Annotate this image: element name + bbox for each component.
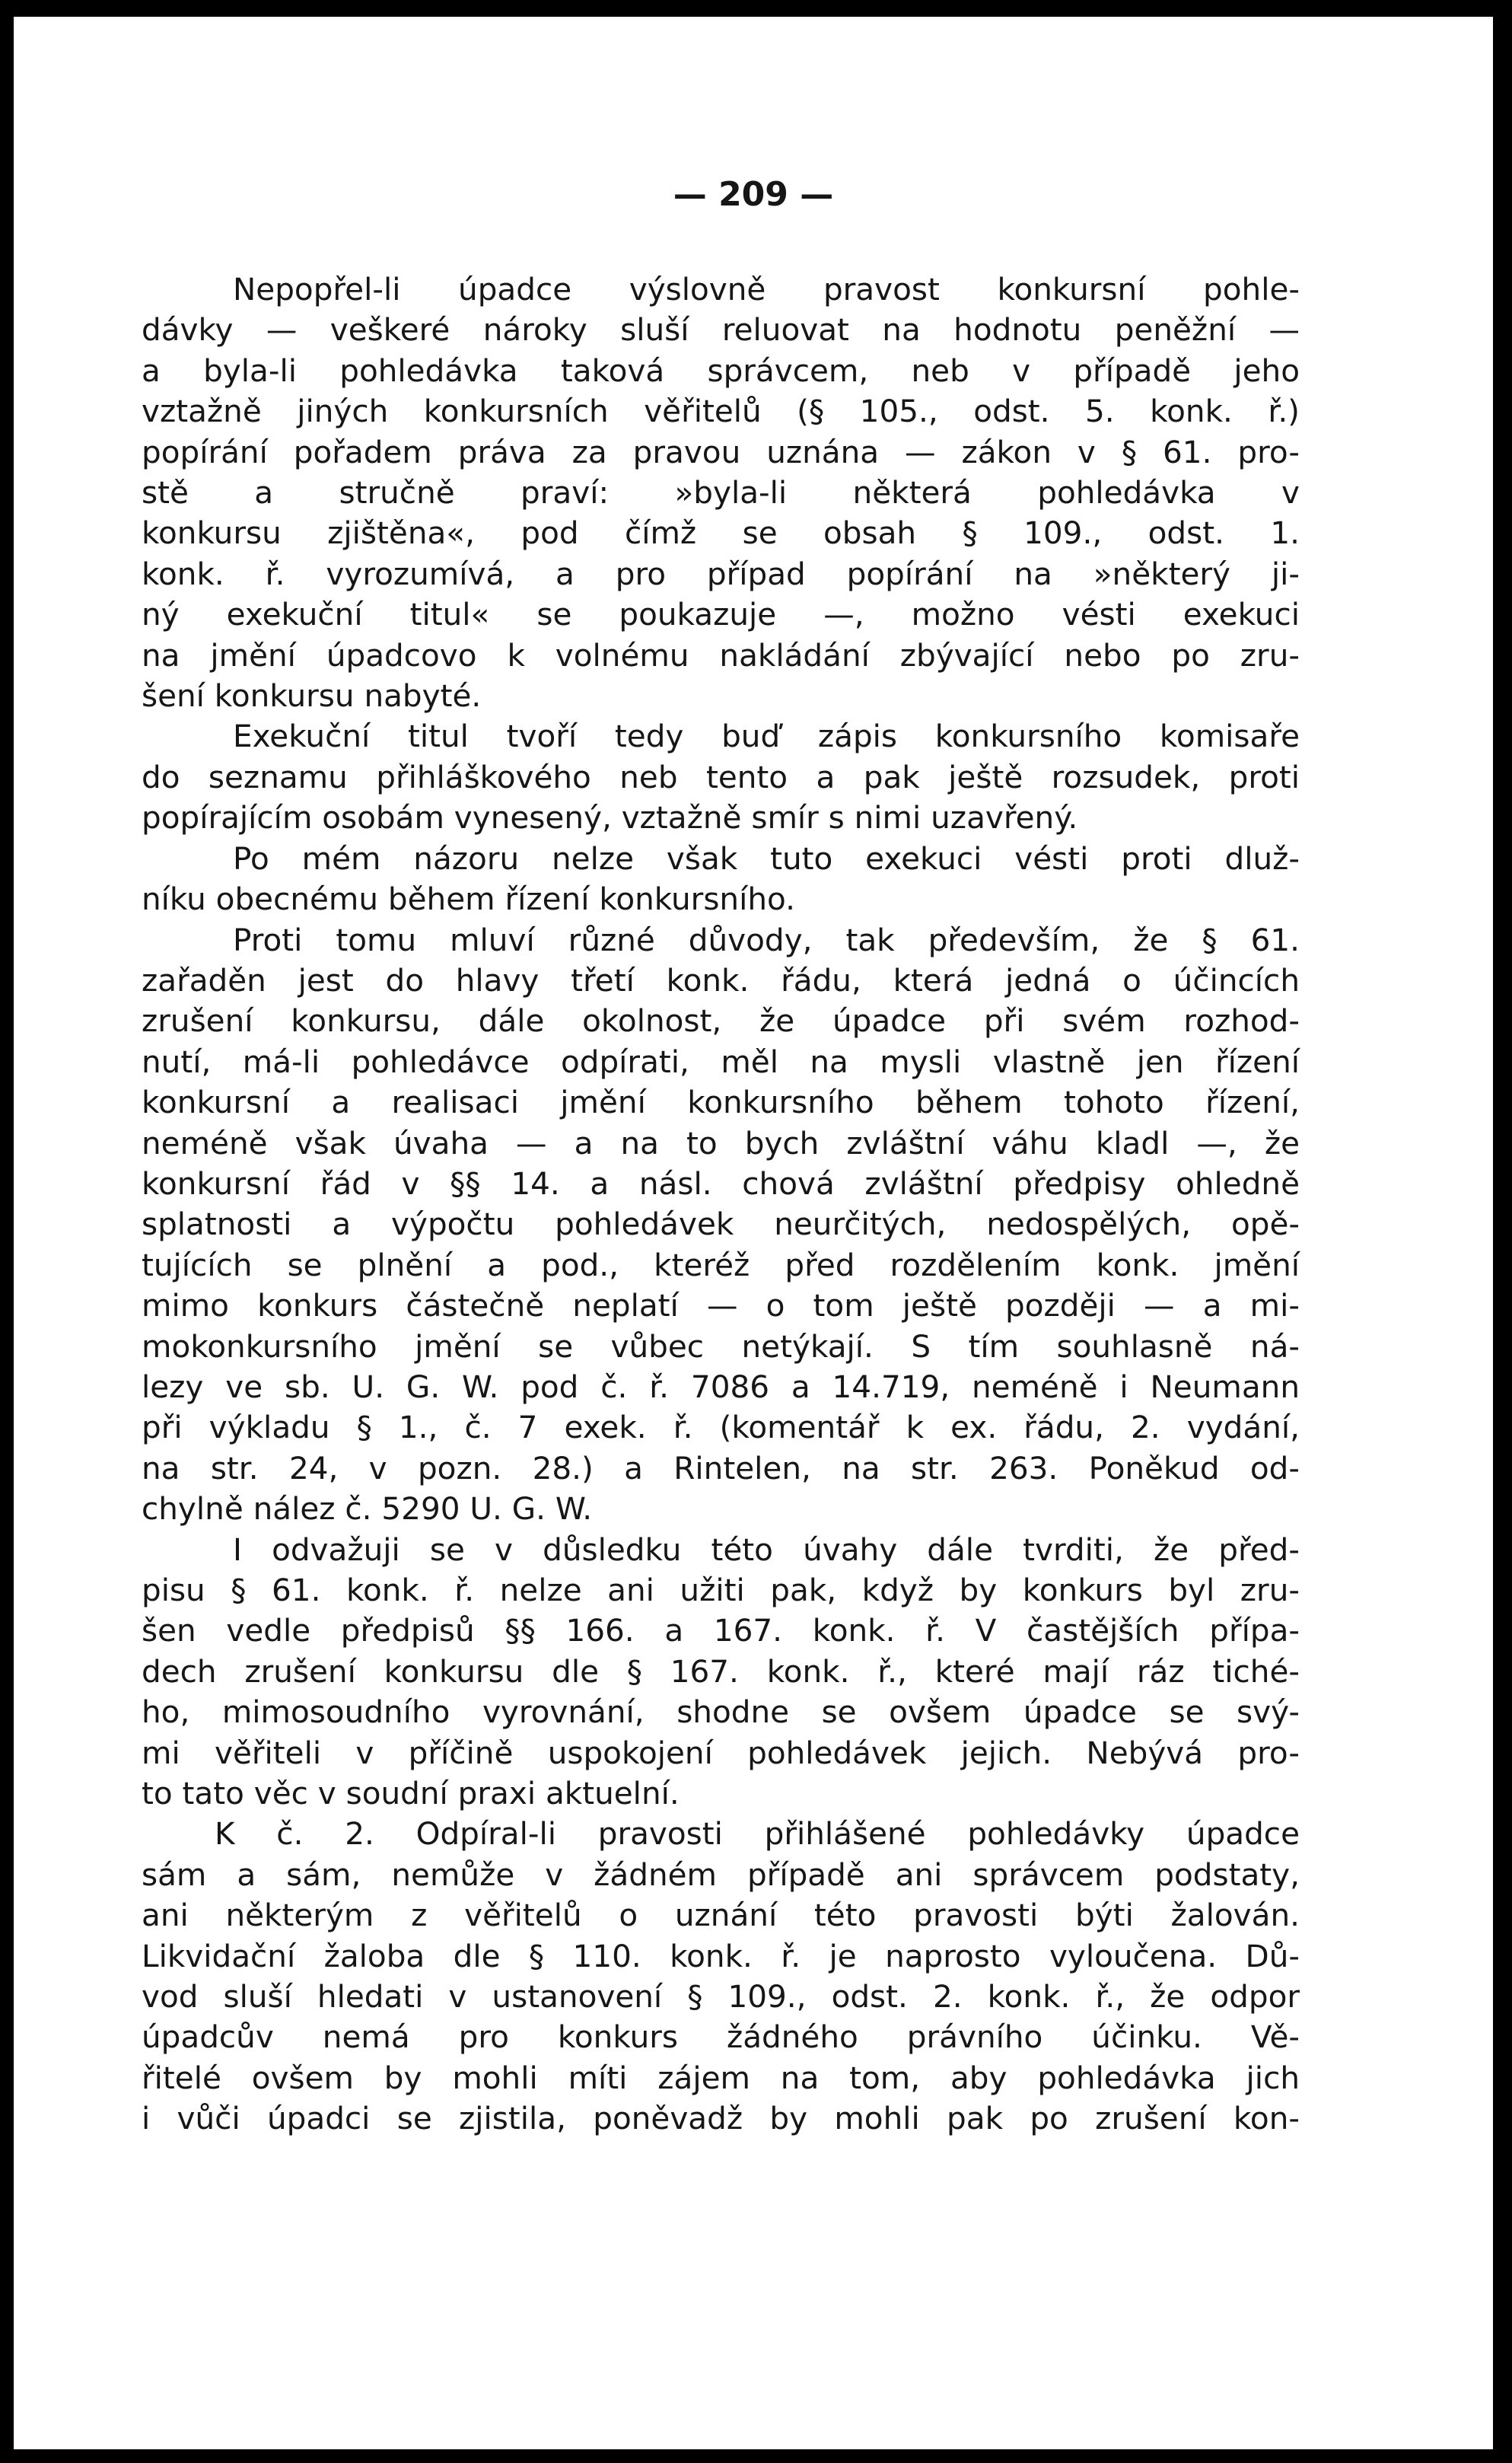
text-line: popírání pořadem práva za pravou uznána — zákon v § 61. pro- xyxy=(142,433,1300,470)
text-line: při výkladu § 1., č. 7 exek. ř. (komentář k ex. řádu, 2. vydání, xyxy=(142,1409,1300,1446)
text-line: Likvidační žaloba dle § 110. konk. ř. je naprosto vyloučena. Dů- xyxy=(142,1937,1300,1974)
text-line: mimo konkurs částečně neplatí — o tom ještě později — a mi- xyxy=(142,1287,1300,1324)
text-line: řitelé ovšem by mohli míti zájem na tom, aby pohledávka jich xyxy=(142,2059,1300,2096)
text-line: do seznamu přihláškového neb tento a pak ještě rozsudek, proti xyxy=(142,758,1300,795)
text-line: lezy ve sb. U. G. W. pod č. ř. 7086 a 14.719, neméně i Neumann xyxy=(142,1368,1300,1405)
text-line: to tato věc v soudní praxi aktuelní. xyxy=(142,1775,680,1812)
text-line: Nepopřel-li úpadce výslovně pravost konkursní pohle- xyxy=(233,271,1300,307)
text-line: konkursu zjištěna«, pod čímž se obsah § 109., odst. 1. xyxy=(142,515,1300,552)
text-line: Proti tomu mluví různé důvody, tak především, že § 61. xyxy=(233,921,1300,958)
text-line: níku obecnému během řízení konkursního. xyxy=(142,881,795,918)
text-line: vod sluší hledati v ustanovení § 109., odst. 2. konk. ř., že odpor xyxy=(142,1978,1300,2015)
text-line: stě a stručně praví: »byla-li některá pohledávka v xyxy=(142,474,1300,511)
text-line: i vůči úpadci se zjistila, poněvadž by mohli pak po zrušení kon- xyxy=(142,2100,1300,2137)
text-line: nutí, má-li pohledávce odpírati, měl na mysli vlastně jen řízení xyxy=(142,1043,1300,1080)
text-line: konkursní a realisaci jmění konkursního během tohoto řízení, xyxy=(142,1084,1300,1121)
text-line: mi věřiteli v příčině uspokojení pohledávek jejich. Nebývá pro- xyxy=(142,1734,1300,1771)
text-line: pisu § 61. konk. ř. nelze ani užiti pak, když by konkurs byl zru- xyxy=(142,1572,1300,1608)
text-line: I odvažuji se v důsledku této úvahy dále tvrditi, že před- xyxy=(233,1531,1300,1568)
text-line: šen vedle předpisů §§ 166. a 167. konk. ř. V častějších přípa- xyxy=(142,1612,1300,1649)
text-line: úpadcův nemá pro konkurs žádného právního účinku. Vě- xyxy=(142,2019,1300,2056)
text-line: zrušení konkursu, dále okolnost, že úpadce při svém rozhod- xyxy=(142,1002,1300,1040)
text-line: ani některým z věřitelů o uznání této pravosti býti žalován. xyxy=(142,1897,1300,1934)
text-line: konkursní řád v §§ 14. a násl. chová zvláštní předpisy ohledně xyxy=(142,1165,1300,1202)
text-line: K č. 2. Odpíral-li pravosti přihlášené pohledávky úpadce xyxy=(215,1815,1300,1853)
text-line: popírajícím osobám vynesený, vztažně smír s nimi uzavřený. xyxy=(142,799,1078,836)
text-line: tujících se plnění a pod., kteréž před rozdělením konk. jmění xyxy=(142,1246,1300,1283)
text-line: ný exekuční titul« se poukazuje —, možno vésti exekuci xyxy=(142,596,1300,633)
text-line: dech zrušení konkursu dle § 167. konk. ř., které mají ráz tiché- xyxy=(142,1652,1300,1690)
text-line: zařaděn jest do hlavy třetí konk. řádu, která jedná o účincích xyxy=(142,961,1300,999)
text-line: šení konkursu nabyté. xyxy=(142,677,482,715)
text-line: splatnosti a výpočtu pohledávek neurčitých, nedospělých, opě- xyxy=(142,1206,1300,1243)
body-text xyxy=(142,269,1300,2140)
text-line: Po mém názoru nelze však tuto exekuci vésti proti dluž- xyxy=(233,840,1300,877)
text-line: vztažně jiných konkursních věřitelů (§ 105., odst. 5. konk. ř.) xyxy=(142,393,1300,430)
book-page xyxy=(14,17,1493,2449)
text-line: neméně však úvaha — a na to bych zvláštní váhu kladl —, že xyxy=(142,1124,1300,1161)
text-line: ho, mimosoudního vyrovnání, shodne se ovšem úpadce se svý- xyxy=(142,1694,1300,1731)
text-line: dávky — veškeré nároky sluší reluovat na hodnotu peněžní — xyxy=(142,311,1300,349)
text-line: sám a sám, nemůže v žádném případě ani správcem podstaty, xyxy=(142,1856,1300,1893)
text-line: chylně nález č. 5290 U. G. W. xyxy=(142,1490,593,1528)
text-line: a byla-li pohledávka taková správcem, neb v případě jeho xyxy=(142,352,1300,389)
text-line: na str. 24, v pozn. 28.) a Rintelen, na str. 263. Poněkud od- xyxy=(142,1449,1300,1486)
text-line: mokonkursního jmění se vůbec netýkají. S tím souhlasně ná- xyxy=(142,1327,1300,1365)
text-line: Exekuční titul tvoří tedy buď zápis konkursního komisaře xyxy=(233,718,1300,755)
page-number: — 209 — xyxy=(673,175,834,214)
text-line: konk. ř. vyrozumívá, a pro případ popírání na »některý ji- xyxy=(142,555,1300,592)
text-line: na jmění úpadcovo k volnému nakládání zbývající nebo po zru- xyxy=(142,636,1300,674)
